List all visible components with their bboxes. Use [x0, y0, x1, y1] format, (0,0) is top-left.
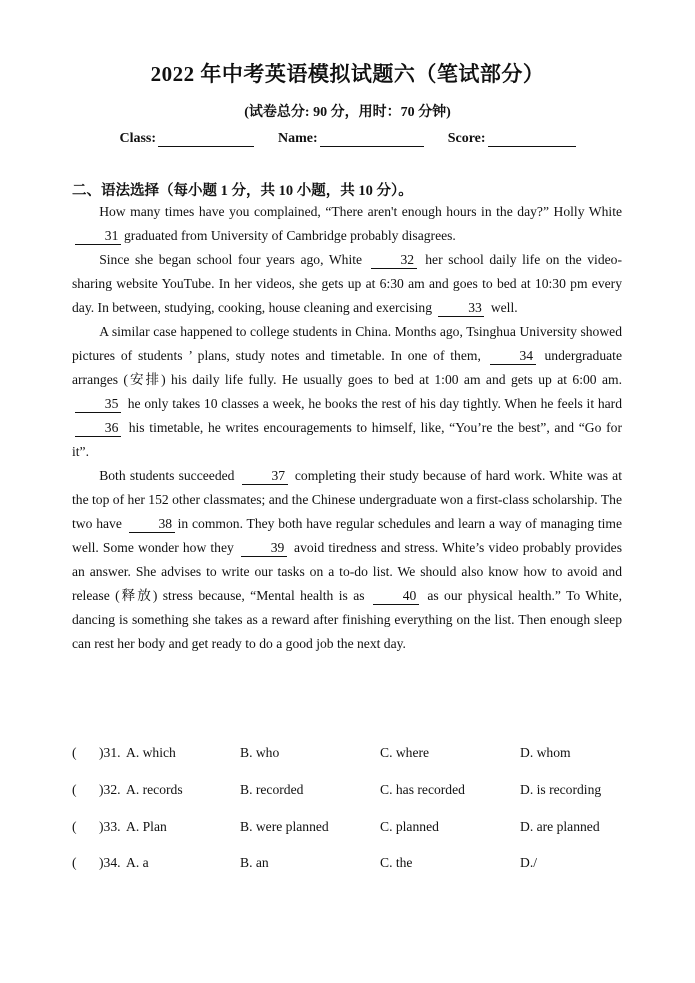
passage-text: avoid tiredness and stress. White’s video probably provides an answer. She advises to write our tasks on a to-do list. We should also know how to avoid and release (释放) stress because, “Mental health is as: [72, 540, 622, 603]
passage-text: Both students succeeded: [99, 468, 239, 483]
answer-blank[interactable]: 33: [438, 299, 484, 317]
class-label: Class:: [119, 131, 157, 146]
option-a: A. which: [126, 745, 176, 760]
option-d: D./: [520, 855, 537, 870]
option-d: D. are planned: [520, 819, 600, 834]
passage-text: graduated from University of Cambridge probably disagrees.: [124, 228, 456, 243]
answer-blank[interactable]: 39: [241, 539, 287, 557]
score-field: [448, 131, 576, 147]
option-b: B. an: [240, 855, 269, 870]
answer-blank[interactable]: 34: [490, 347, 536, 365]
passage-text: he only takes 10 classes a week, he books the rest of his day tightly. When he feels it hard: [124, 396, 622, 411]
option-b: B. recorded: [240, 782, 304, 797]
passage-text: well.: [487, 300, 518, 315]
option-d: D. whom: [520, 745, 571, 760]
passage-text: his timetable, he writes encouragements to himself, like, “You’re the best”, and “Go for it”.: [72, 420, 622, 459]
question-row: [72, 855, 632, 875]
passage-text: How many times have you complained, “There aren't enough hours in the day?” Holly White: [99, 204, 622, 219]
question-row: [72, 745, 632, 765]
passage-text: her school daily life on the video-sharing website YouTube. In her videos, she gets up at 6:30 am and goes to bed at 10:30 pm every day. In between, studying, cooking, house cleaning and exercising: [72, 252, 622, 315]
option-c: C. where: [380, 745, 430, 760]
question-number: )32.: [99, 782, 121, 797]
option-d: D. is recording: [520, 782, 602, 797]
passage-text: A similar case happened to college students in China. Months ago, Tsinghua University showed pictures of students ’ plans, study notes and timetable. In one of them,: [72, 324, 622, 363]
option-b: B. were planned: [240, 819, 329, 834]
section-heading: 二、语法选择（每小题 1 分，共 10 小题，共 10 分）。: [72, 183, 413, 199]
option-a: A. a: [126, 855, 149, 870]
page-subtitle: (试卷总分: 90 分，用时：70 分钟): [244, 105, 451, 120]
passage-text: in common. They both have regular schedules and learn a way of managing time well. Some wonder how they: [72, 516, 622, 555]
passage-text: undergraduate arranges (安排) his daily life fully. He usually goes to bed at 1:00 am and gets up at 6:00 am.: [72, 348, 622, 387]
passage-paragraph: [72, 200, 622, 248]
answer-blank[interactable]: 32: [371, 251, 417, 269]
question-row: [72, 819, 632, 839]
class-field: [119, 131, 254, 147]
question-number: )34.: [99, 855, 121, 870]
passage-paragraph: [72, 248, 622, 320]
question-number: )31.: [99, 745, 121, 760]
class-input-line[interactable]: [158, 132, 254, 147]
option-c: C. planned: [380, 819, 439, 834]
question-number: )33.: [99, 819, 121, 834]
answer-blank[interactable]: 37: [242, 467, 288, 485]
answer-paren[interactable]: (: [72, 745, 77, 760]
page-title: 2022 年中考英语模拟试题六（笔试部分）: [150, 62, 545, 86]
option-c: C. has recorded: [380, 782, 465, 797]
passage-text: completing their study because of hard work. White was at the top of her 152 other classmates; and the Chinese undergraduate won a first-class scholarship. The two have: [72, 468, 622, 531]
answer-blank[interactable]: 31: [75, 227, 121, 245]
answer-paren[interactable]: (: [72, 855, 77, 870]
answer-paren[interactable]: (: [72, 782, 77, 797]
passage-text: Since she began school four years ago, White: [99, 252, 368, 267]
name-label: Name:: [278, 131, 318, 146]
passage-paragraph: [72, 320, 622, 464]
answer-blank[interactable]: 36: [75, 419, 121, 437]
passage-text: as our physical health.” To White, dancing is something she takes as a reward after finishing everything on the list. Then enough sleep can rest her body and get ready to do a good job the next day.: [72, 588, 622, 651]
student-info-row: [0, 131, 695, 147]
score-input-line[interactable]: [488, 132, 576, 147]
answer-blank[interactable]: 35: [75, 395, 121, 413]
score-label: Score:: [447, 131, 486, 146]
name-field: [278, 131, 424, 147]
question-row: [72, 782, 632, 802]
option-a: A. Plan: [126, 819, 167, 834]
name-input-line[interactable]: [320, 132, 424, 147]
answer-paren[interactable]: (: [72, 819, 77, 834]
answer-blank[interactable]: 40: [373, 587, 419, 605]
option-c: C. the: [380, 855, 413, 870]
answer-blank[interactable]: 38: [129, 515, 175, 533]
passage: [72, 200, 622, 656]
passage-paragraph: [72, 464, 622, 656]
option-a: A. records: [126, 782, 183, 797]
option-b: B. who: [240, 745, 280, 760]
